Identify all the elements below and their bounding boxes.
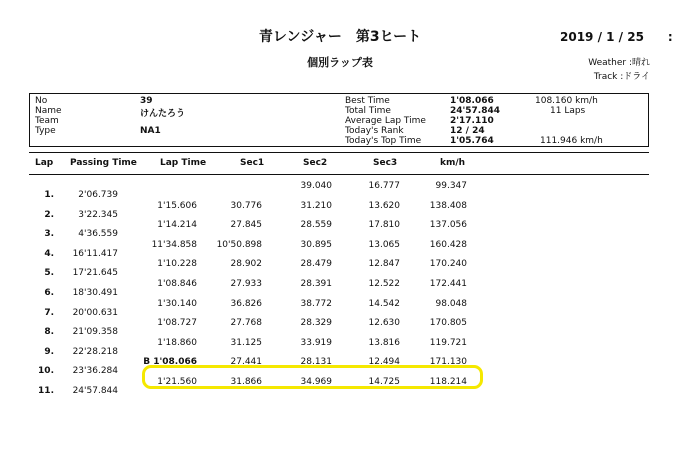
lap-sec3: 12.494 [368,357,400,368]
weather-label: Weather :晴れ [588,58,650,68]
lap-sec2: 28.479 [300,259,332,270]
lap-kmh: 99.347 [435,181,467,191]
table-top-rule [29,152,649,153]
passing-time: 17'21.645 [72,268,118,279]
lap-sec1: 31.866 [230,377,262,387]
track-label: Track :ドライ [593,72,650,82]
passing-time: 2'06.739 [78,190,118,200]
column-header: Sec1 [240,158,265,168]
lap-lap-time: 1'30.140 [157,298,197,309]
lap-sec2: 28.131 [300,357,332,368]
column-header: Lap [35,158,54,168]
passing-time: 22'28.218 [72,346,118,357]
lap-kmh: 118.214 [429,377,467,387]
lap-lap-time: 11'34.858 [151,239,197,250]
lap-sec3: 12.522 [368,279,400,289]
lap-kmh: 137.056 [429,220,467,231]
table-header-rule [29,174,649,175]
stat-value: 24'57.844 [450,106,501,116]
stat-label: Best Time [345,96,390,106]
lap-sec3: 13.816 [368,337,400,348]
lap-lap-time: 1'18.860 [157,337,197,348]
lap-lap-time: 1'21.560 [157,377,197,387]
lap-sec1: 36.826 [230,298,262,309]
stat-label: Total Time [345,106,391,116]
lap-lap-time: 1'14.214 [157,220,197,231]
stat-label: Average Lap Time [345,116,426,126]
column-header: Sec2 [303,158,328,168]
lap-number: 10. [38,366,54,377]
report-title: 青レンジャー 第3ヒート [258,29,422,45]
column-header: Passing Time [70,158,137,168]
lap-sec3: 14.725 [368,377,400,387]
lap-sec2: 31.210 [300,200,332,211]
passing-time: 16'11.417 [72,248,118,259]
lap-sec1: 28.902 [230,259,262,270]
report-subtitle: 個別ラップ表 [307,56,373,69]
lap-lap-time: 1'08.727 [157,318,197,329]
lap-sec1: 27.441 [230,357,262,368]
lap-kmh: 119.721 [429,337,467,348]
lap-sec3: 13.620 [368,200,400,211]
lap-sec2: 38.772 [300,298,332,309]
lap-sec3: 14.542 [368,298,400,309]
passing-time: 24'57.844 [72,386,118,396]
lap-number: 4. [44,248,54,259]
lap-sec1: 27.933 [230,279,262,289]
lap-kmh: 98.048 [435,298,467,309]
lap-number: 8. [44,327,54,338]
best-speed: 108.160 km/h [535,96,598,106]
passing-time: 23'36.284 [72,366,118,377]
report-date: 2019 / 1 / 25 : [560,30,673,44]
lap-number: 11. [38,386,54,396]
lap-lap-time: 1'10.228 [157,259,197,270]
passing-time: 21'09.358 [72,327,118,338]
passing-time: 20'00.631 [72,307,118,318]
lap-sec2: 39.040 [300,181,332,191]
column-header: Sec3 [373,158,398,168]
stat-value: 1'05.764 [450,136,494,146]
lap-number: 9. [44,346,54,357]
lap-sec1: 30.776 [230,200,262,211]
lap-kmh: 170.240 [429,259,467,270]
lap-sec2: 33.919 [300,337,332,348]
lap-kmh: 170.805 [429,318,467,329]
top-speed: 111.946 km/h [540,136,603,146]
lap-sec3: 12.847 [368,259,400,270]
best-lap-highlight [142,365,483,389]
info-label-type: Type [35,126,56,136]
lap-sec3: 17.810 [368,220,400,231]
column-header: Lap Time [160,158,207,168]
lap-sec2: 34.969 [300,377,332,387]
info-label-no: No [35,96,48,106]
lap-number: 6. [44,288,54,298]
info-value-type: NA1 [140,126,161,136]
passing-time: 18'30.491 [72,288,118,298]
lap-lap-time: 1'08.846 [157,279,197,289]
stat-label: Today's Rank [345,126,404,136]
lap-lap-time: 1'15.606 [157,200,197,211]
lap-number: 1. [44,190,54,200]
lap-sec3: 12.630 [368,318,400,329]
info-label-team: Team [35,116,59,126]
lap-count: 11 Laps [550,106,586,116]
lap-kmh: 172.441 [429,279,467,289]
column-header: km/h [440,158,466,168]
lap-number: 3. [44,229,54,240]
lap-sec2: 28.559 [300,220,332,231]
lap-sec2: 28.329 [300,318,332,329]
passing-time: 3'22.345 [78,209,118,220]
lap-sec2: 30.895 [300,239,332,250]
lap-sec3: 13.065 [368,239,400,250]
lap-sec1: 27.768 [230,318,262,329]
lap-sec3: 16.777 [368,181,400,191]
lap-sec2: 28.391 [300,279,332,289]
lap-kmh: 160.428 [429,239,467,250]
stat-label: Today's Top Time [345,136,422,146]
lap-number: 2. [44,209,54,220]
lap-sec1: 31.125 [230,337,262,348]
lap-sec1: 10'50.898 [216,239,262,250]
passing-time: 4'36.559 [78,229,118,240]
lap-number: 5. [44,268,54,279]
info-value-name: けんたろう [140,109,186,119]
lap-kmh: 138.408 [429,200,467,211]
stat-value: 1'08.066 [450,96,494,106]
lap-lap-time: B 1'08.066 [143,357,197,368]
stat-value: 12 / 24 [450,126,485,136]
lap-sec1: 27.845 [230,220,262,231]
stat-value: 2'17.110 [450,116,494,126]
lap-number: 7. [44,307,54,318]
info-value-no: 39 [140,96,153,106]
lap-kmh: 171.130 [429,357,467,368]
info-label-name: Name [35,106,62,116]
